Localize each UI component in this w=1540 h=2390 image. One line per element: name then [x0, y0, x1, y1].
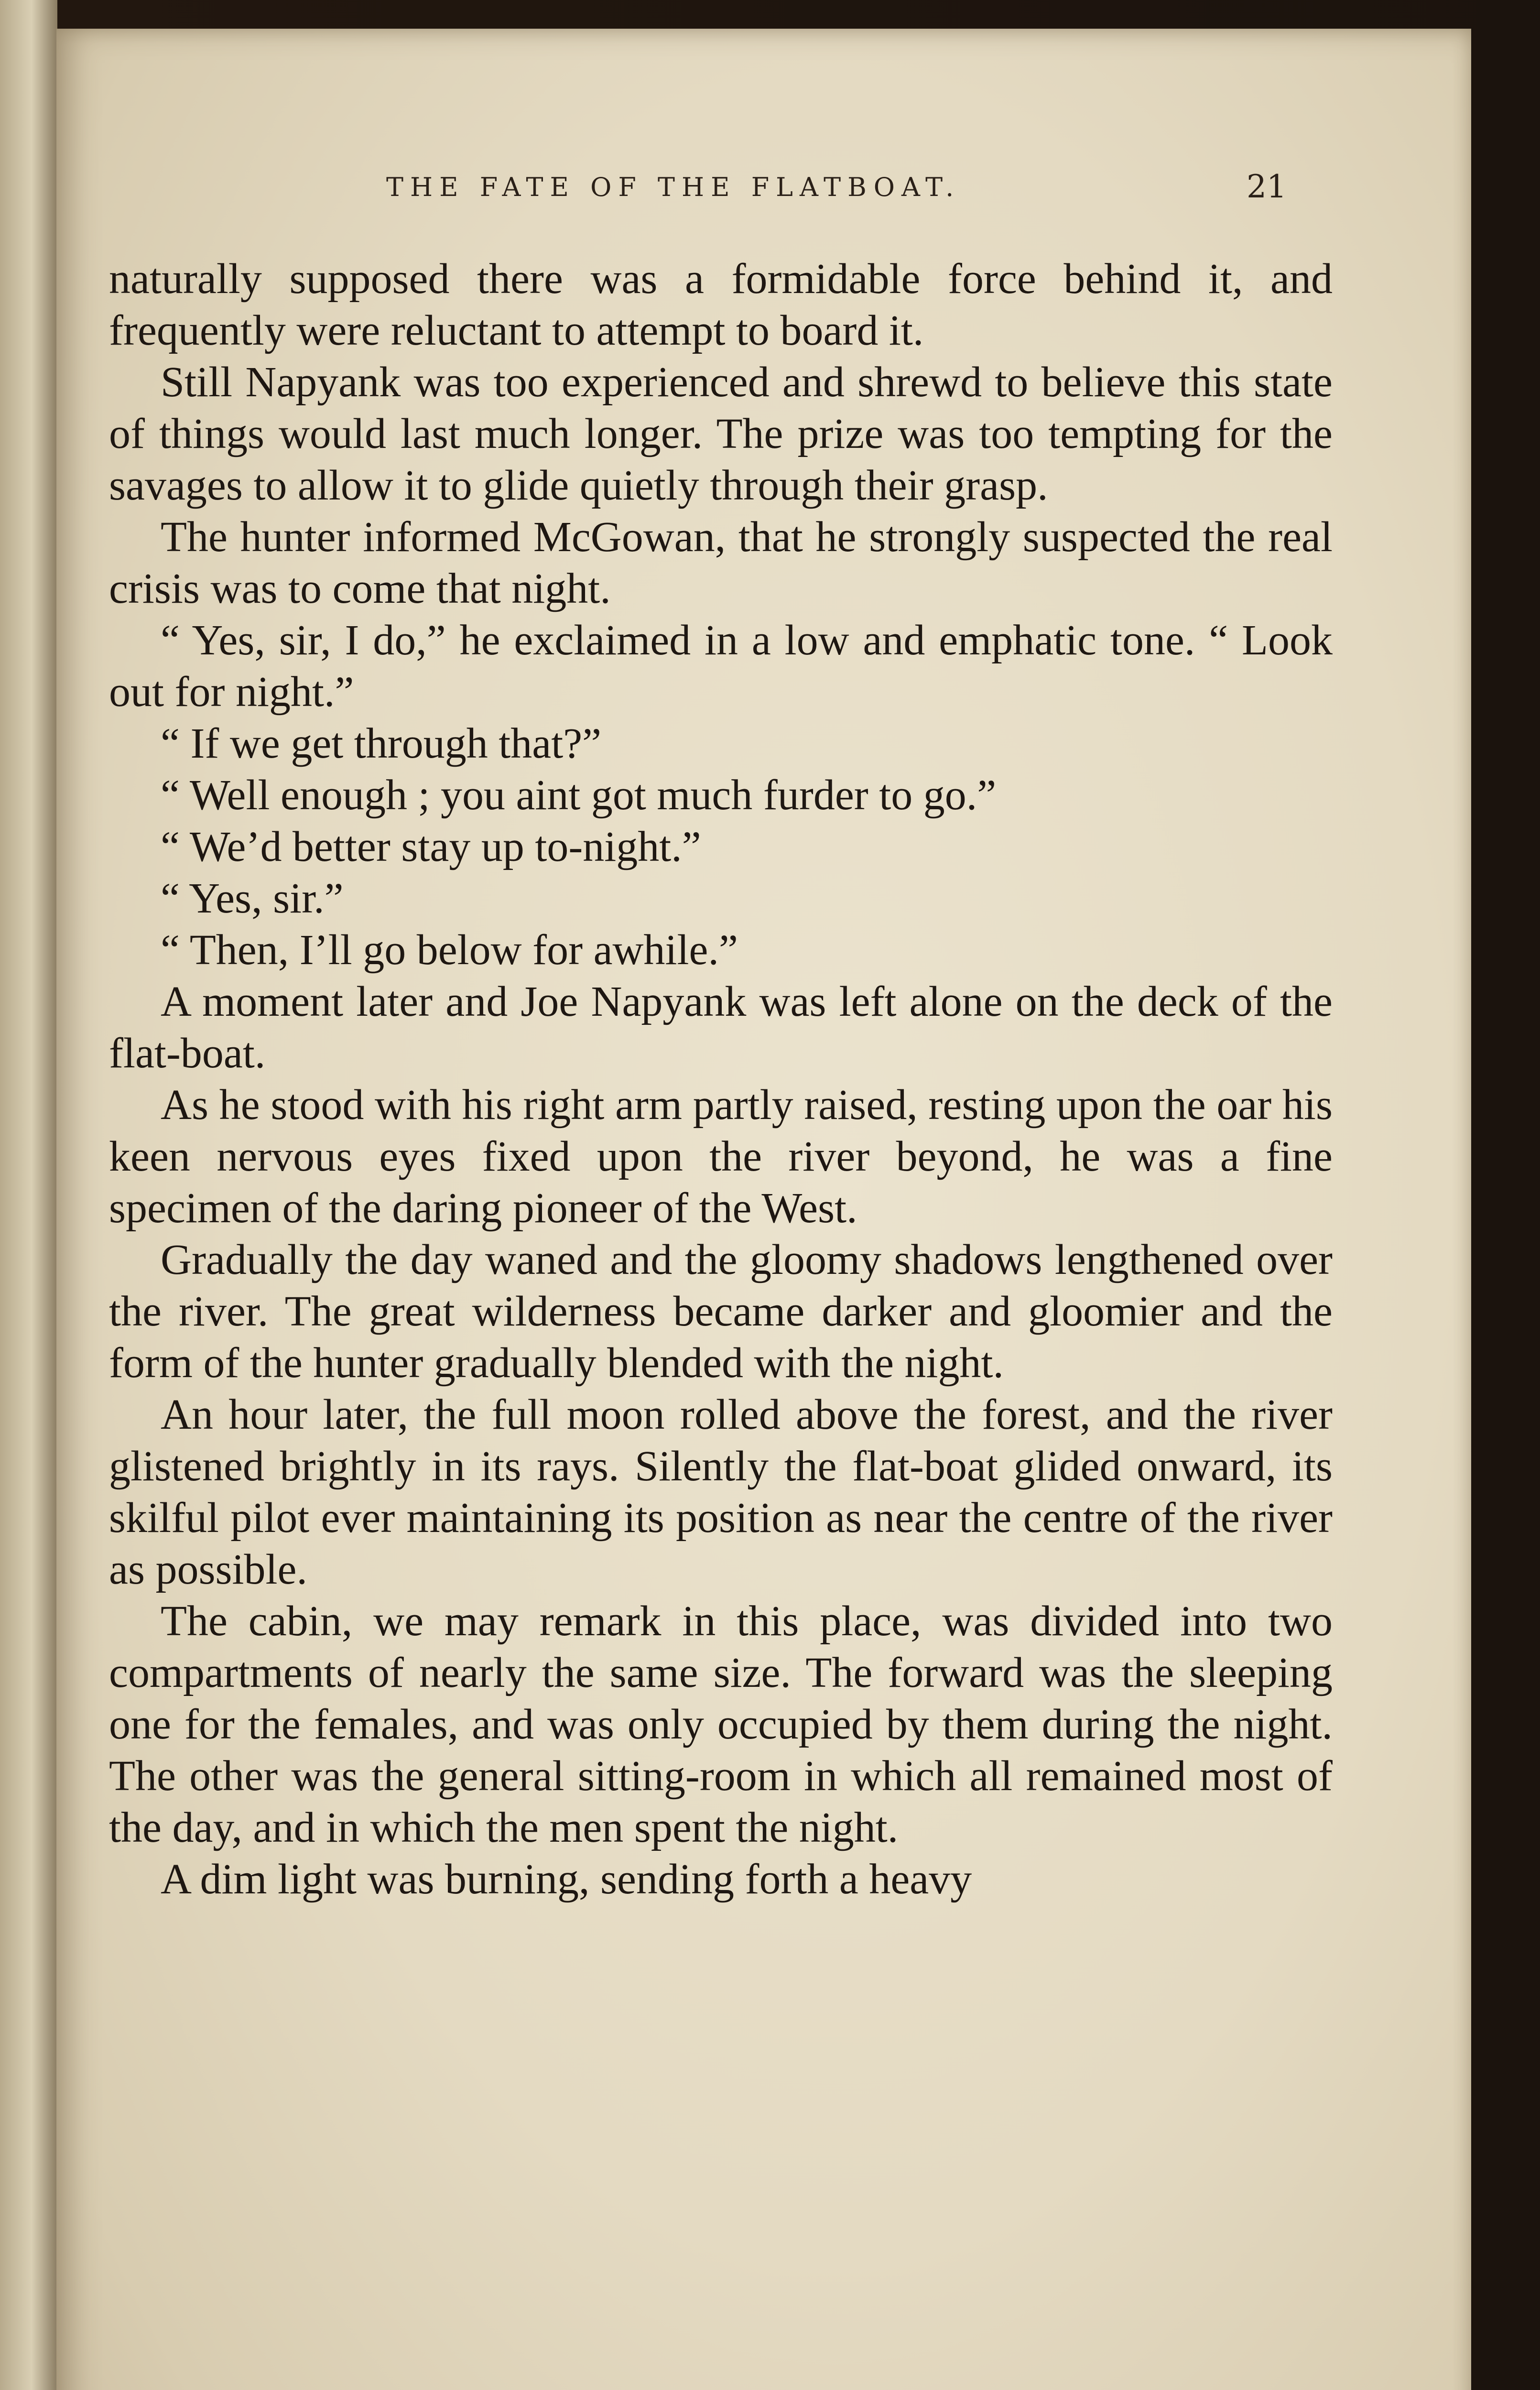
running-head — [56, 168, 1471, 215]
paragraph: “ Then, I’ll go below for awhile.” — [161, 926, 738, 974]
paragraph: “ Well enough ; you aint got much furder to go.” — [161, 771, 997, 819]
paragraph: The cabin, we may remark in this place, was divided into two compartments of nearly the same size. The forward was the sleeping one for the females, and was only occupied by them during the night. The other was the general sitting-room in which all remained most of the day, and in which the men spent the night. — [109, 1597, 1333, 1851]
body-text — [109, 253, 1333, 1905]
page-number: 21 — [1247, 168, 1287, 205]
paragraph: naturally supposed there was a formidable force behind it, and frequently were reluctant to attempt to board it. — [109, 255, 1333, 354]
paragraph: An hour later, the full moon rolled above the forest, and the river glistened brightly in its rays. Silently the flat-boat glided onward, its skilful pilot ever maintaining its position as near the centre of the river as possible. — [109, 1391, 1333, 1593]
left-page-edge — [0, 0, 57, 2390]
paragraph: The hunter informed McGowan, that he strongly suspected the real crisis was to come that night. — [109, 513, 1333, 612]
paragraph: “ If we get through that?” — [161, 720, 602, 767]
paragraph: “ Yes, sir, I do,” he exclaimed in a low and emphatic tone. “ Look out for night.” — [109, 617, 1333, 716]
page-header-title: THE FATE OF THE FLATBOAT. — [386, 172, 961, 202]
page — [56, 29, 1471, 2390]
paragraph: “ Yes, sir.” — [161, 875, 344, 922]
paragraph: As he stood with his right arm partly raised, resting upon the oar his keen nervous eyes fixed upon the river beyond, he was a fine specimen of the daring pioneer of the West. — [109, 1081, 1333, 1232]
paragraph: Gradually the day waned and the gloomy shadows lengthened over the river. The great wilderness became darker and gloomier and the form of the hunter gradually blended with the night. — [109, 1236, 1333, 1387]
paragraph: “ We’d better stay up to-night.” — [161, 823, 701, 870]
paragraph: A moment later and Joe Napyank was left alone on the deck of the flat-boat. — [109, 978, 1333, 1077]
paragraph: A dim light was burning, sending forth a heavy — [161, 1856, 972, 1903]
paragraph: Still Napyank was too experienced and shrewd to believe this state of things would last much longer. The prize was too tempting for the savages to allow it to glide quietly through their grasp. — [109, 358, 1333, 509]
